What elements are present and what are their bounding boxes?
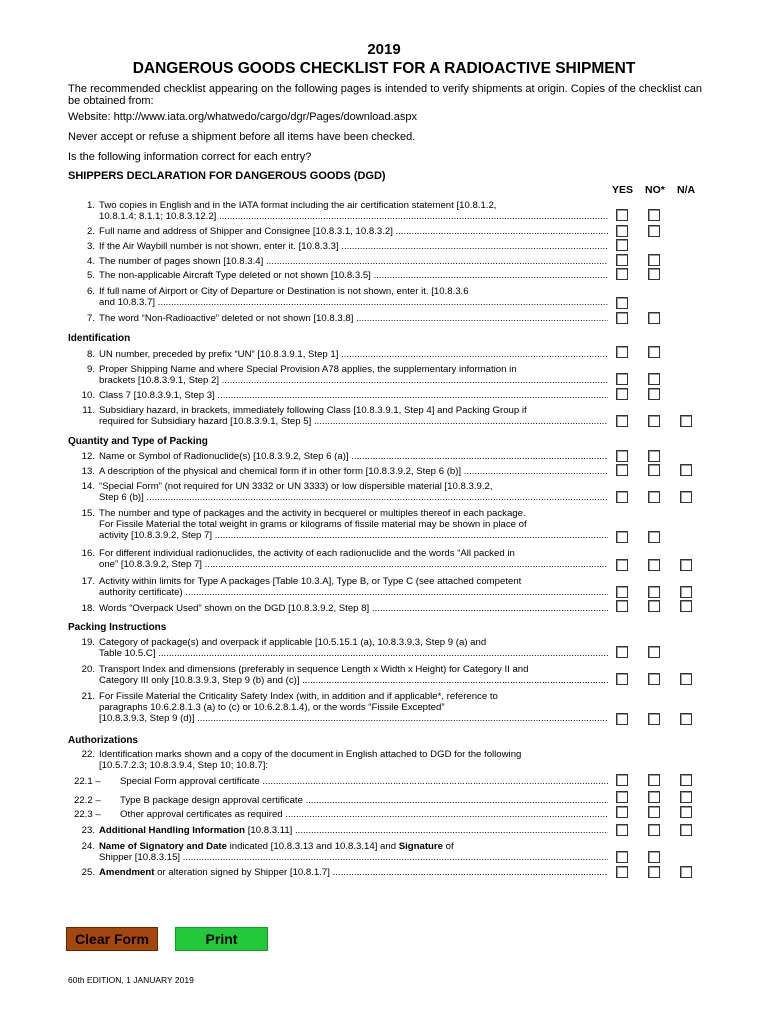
- item-number: 2.: [86, 226, 95, 237]
- item-text: The word “Non-Radioactive” deleted or not shown [10.8.3.8] .....: [99, 313, 608, 324]
- checkbox-no[interactable]: [648, 254, 660, 266]
- item-number: 7.: [86, 313, 95, 324]
- item-text: Special Form approval certificate .....: [120, 776, 608, 787]
- item-text: If full name of Airport or City of Departure or Destination is not shown, enter it. [10.8.3.6: [99, 286, 469, 297]
- item-number: 22.2 –: [74, 795, 101, 806]
- clear-form-button[interactable]: Clear Form: [66, 927, 158, 951]
- checkbox-no[interactable]: [648, 225, 660, 237]
- checkbox-na[interactable]: [680, 713, 692, 725]
- checkbox-na[interactable]: [680, 464, 692, 476]
- checkbox-no[interactable]: [648, 559, 660, 571]
- item-text: Activity within limits for Type A packages [Table 10.3.A], Type B, or Type C (see attached competent: [99, 576, 522, 587]
- item-number: 3.: [86, 241, 95, 252]
- checkbox-yes[interactable]: [616, 388, 628, 400]
- item-text-part: [10.8.3.11]: [245, 825, 293, 836]
- column-na: N/A: [677, 184, 696, 196]
- checkbox-na[interactable]: [680, 866, 692, 878]
- item-text: For Fissile Material the total weight in grams or kilograms of fissile material may be shown in place of: [99, 519, 527, 530]
- item-text: If the Air Waybill number is not shown, enter it. [10.8.3.3] .....: [99, 241, 608, 252]
- column-yes: YES: [612, 184, 634, 196]
- checkbox-na[interactable]: [680, 415, 692, 427]
- checkbox-yes[interactable]: [616, 851, 628, 863]
- checkbox-no[interactable]: [648, 600, 660, 612]
- checkbox-yes[interactable]: [616, 373, 628, 385]
- item-text: Name or Symbol of Radionuclide(s) [10.8.3.9.2, Step 6 (a)] .....: [99, 451, 608, 462]
- item-text: brackets [10.8.3.9.1, Step 2] .....: [99, 375, 608, 386]
- checkbox-yes[interactable]: [616, 806, 628, 818]
- item-text: “Special Form” (not required for UN 3332 or UN 3333) or low dispersible material [10.8.3.9.2,: [99, 481, 493, 492]
- checkbox-na[interactable]: [680, 586, 692, 598]
- item-number: 9.: [86, 364, 95, 375]
- item-text: activity [10.8.3.9.2, Step 7] .....: [99, 530, 608, 541]
- item-number: 1.: [86, 200, 95, 211]
- item-number: 22.: [81, 749, 95, 760]
- checkbox-na[interactable]: [680, 491, 692, 503]
- item-text: Class 7 [10.8.3.9.1, Step 3] .....: [99, 390, 608, 401]
- checkbox-no[interactable]: [648, 312, 660, 324]
- item-bold-text: Additional Handling Information: [99, 825, 246, 836]
- item-text: For Fissile Material the Criticality Safety Index (with, in addition and if applicable*, reference to: [99, 691, 498, 702]
- checkbox-na[interactable]: [680, 774, 692, 786]
- checkbox-yes[interactable]: [616, 791, 628, 803]
- item-text: The number of pages shown [10.8.3.4] .....: [99, 256, 608, 267]
- checkbox-no[interactable]: [648, 209, 660, 221]
- item-text: Identification marks shown and a copy of the document in English attached to DGD for the following: [99, 749, 522, 760]
- item-number: 21.: [81, 691, 95, 702]
- item-number: 19.: [81, 637, 95, 648]
- checkbox-yes[interactable]: [616, 531, 628, 543]
- checkbox-no[interactable]: [648, 791, 660, 803]
- item-text: required for Subsidiary hazard [10.8.3.9.1, Step 5] .....: [99, 416, 608, 427]
- subsection-identification: Identification: [68, 333, 131, 344]
- item-text: and 10.8.3.7] .....: [99, 297, 608, 308]
- checkbox-no[interactable]: [648, 346, 660, 358]
- item-text: [10.8.3.9.3, Step 9 (d)] .....: [99, 713, 608, 724]
- item-text: Type B package design approval certificate .....: [120, 795, 608, 806]
- item-number: 5.: [86, 270, 95, 281]
- item-text: Proper Shipping Name and where Special Provision A78 applies, the supplementary information in: [99, 364, 517, 375]
- checkbox-na[interactable]: [680, 559, 692, 571]
- item-text: Category of package(s) and overpack if applicable [10.5.15.1 (a), 10.8.3.9.3, Step 9 (a) and: [99, 637, 487, 648]
- item-text: Two copies in English and in the IATA format including the air certification statement [10.8.1.2,: [99, 200, 497, 211]
- checkbox-yes[interactable]: [616, 774, 628, 786]
- item-number: 15.: [81, 508, 95, 519]
- checkbox-no[interactable]: [648, 373, 660, 385]
- item-text: Full name and address of Shipper and Consignee [10.8.3.1, 10.8.3.2] .....: [99, 226, 608, 237]
- checkbox-yes[interactable]: [616, 209, 628, 221]
- item-number: 22.1 –: [74, 776, 101, 787]
- checkbox-yes[interactable]: [616, 824, 628, 836]
- item-text: Subsidiary hazard, in brackets, immediately following Class [10.8.3.9.1, Step 4] and Packing Group if: [99, 405, 527, 416]
- checkbox-na[interactable]: [680, 600, 692, 612]
- checkbox-yes[interactable]: [616, 464, 628, 476]
- item-number: 10.: [81, 390, 95, 401]
- item-text: The non-applicable Aircraft Type deleted or not shown [10.8.3.5] .....: [99, 270, 608, 281]
- item-number: 24.: [81, 841, 95, 852]
- checkbox-yes[interactable]: [616, 297, 628, 309]
- item-text: Words “Overpack Used” shown on the DGD [10.8.3.9.2, Step 8] .....: [99, 603, 608, 614]
- section-title: SHIPPERS DECLARATION FOR DANGEROUS GOODS (DGD): [68, 170, 386, 182]
- checkbox-na[interactable]: [680, 824, 692, 836]
- checkbox-yes[interactable]: [616, 254, 628, 266]
- item-text: Category III only [10.8.3.9.3, Step 9 (b) and (c)] .....: [99, 675, 608, 686]
- item-text: Step 6 (b)] .....: [99, 492, 608, 503]
- item-number: 6.: [86, 286, 95, 297]
- item-number: 18.: [81, 603, 95, 614]
- intro-website: Website: http://www.iata.org/whatwedo/cargo/dgr/Pages/download.aspx: [68, 111, 417, 123]
- item-text: [99, 841, 608, 852]
- item-text: authority certificate) .....: [99, 587, 608, 598]
- item-number: 20.: [81, 664, 95, 675]
- item-number: 8.: [86, 349, 95, 360]
- checkbox-no[interactable]: [648, 851, 660, 863]
- checkbox-na[interactable]: [680, 673, 692, 685]
- checkbox-na[interactable]: [680, 806, 692, 818]
- checkbox-no[interactable]: [648, 586, 660, 598]
- checkbox-yes[interactable]: [616, 559, 628, 571]
- item-number: 22.3 –: [74, 809, 101, 820]
- item-number: 16.: [81, 548, 95, 559]
- subsection-quantity: Quantity and Type of Packing: [68, 436, 208, 447]
- item-number: 14.: [81, 481, 95, 492]
- item-text: [10.5.7.2.3; 10.8.3.9.4, Step 10; 10.8.7]:: [99, 760, 269, 771]
- checkbox-yes[interactable]: [616, 239, 628, 251]
- item-text: 10.8.1.4; 8.1.1; 10.8.3.12.2] .....: [99, 211, 608, 222]
- checkbox-na[interactable]: [680, 791, 692, 803]
- checkbox-yes[interactable]: [616, 268, 628, 280]
- item-number: 13.: [81, 466, 95, 477]
- checkbox-yes[interactable]: [616, 312, 628, 324]
- item-text: Other approval certificates as required .....: [120, 809, 608, 820]
- item-number: 11.: [82, 405, 95, 416]
- item-text: UN number, preceded by prefix “UN” [10.8.3.9.1, Step 1] .....: [99, 349, 608, 360]
- document-title: DANGEROUS GOODS CHECKLIST FOR A RADIOACTIVE SHIPMENT: [132, 60, 636, 77]
- checkbox-yes[interactable]: [616, 225, 628, 237]
- item-text: Table 10.5.C] .....: [99, 648, 608, 659]
- checkbox-yes[interactable]: [616, 491, 628, 503]
- checkbox-no[interactable]: [648, 464, 660, 476]
- item-text: [99, 825, 608, 836]
- item-number: 23.: [81, 825, 95, 836]
- item-text: The number and type of packages and the activity in becquerel or multiples thereof in each package.: [99, 508, 526, 519]
- subsection-packing: Packing Instructions: [68, 622, 167, 633]
- checkbox-no[interactable]: [648, 866, 660, 878]
- checkbox-no[interactable]: [648, 673, 660, 685]
- item-number: 17.: [81, 576, 95, 587]
- item-text-part: indicated [10.8.3.13 and 10.8.3.14] and: [226, 841, 399, 852]
- column-no: NO*: [645, 184, 665, 196]
- checkbox-no[interactable]: [648, 806, 660, 818]
- item-bold-text: Name of Signatory and Date: [99, 841, 227, 852]
- checkbox-yes[interactable]: [616, 673, 628, 685]
- checkbox-no[interactable]: [648, 824, 660, 836]
- item-text: For different individual radionuclides, the activity of each radionuclide and the words “All packed in: [99, 548, 515, 559]
- checkbox-yes[interactable]: [616, 646, 628, 658]
- checkbox-yes[interactable]: [616, 415, 628, 427]
- checkbox-no[interactable]: [648, 268, 660, 280]
- edition-footer: 60th EDITION, 1 JANUARY 2019: [68, 975, 194, 985]
- checkbox-no[interactable]: [648, 713, 660, 725]
- item-number: 25.: [81, 867, 95, 878]
- checkbox-no[interactable]: [648, 531, 660, 543]
- item-text: Transport Index and dimensions (preferably in sequence Length x Width x Height) for Category II and: [99, 664, 529, 675]
- item-bold-text: Signature: [398, 841, 443, 852]
- checkbox-no[interactable]: [648, 388, 660, 400]
- intro-paragraph: The recommended checklist appearing on the following pages is intended to verify shipments at origin. Copies of the checklist can be obtained from:: [68, 83, 702, 107]
- checkbox-no[interactable]: [648, 450, 660, 462]
- subsection-authorizations: Authorizations: [68, 735, 138, 746]
- checkbox-yes[interactable]: [616, 866, 628, 878]
- item-text: paragraphs 10.6.2.8.1.3 (a) to (c) or 10.6.2.8.1.4), or the words “Fissile Excepted”: [99, 702, 445, 713]
- item-number: 12.: [81, 451, 95, 462]
- intro-question: Is the following information correct for each entry?: [68, 151, 312, 163]
- item-text: [99, 867, 608, 878]
- document-year: 2019: [367, 41, 401, 58]
- print-button[interactable]: Print: [175, 927, 268, 951]
- item-number: 4.: [86, 256, 95, 267]
- item-text: Shipper [10.8.3.15] .....: [99, 852, 608, 863]
- intro-warning: Never accept or refuse a shipment before all items have been checked.: [68, 131, 416, 143]
- checkbox-no[interactable]: [648, 774, 660, 786]
- item-text-part: or alteration signed by Shipper [10.8.1.7]: [154, 867, 330, 878]
- checkbox-no[interactable]: [648, 646, 660, 658]
- checkbox-yes[interactable]: [616, 586, 628, 598]
- checkbox-no[interactable]: [648, 491, 660, 503]
- checkbox-yes[interactable]: [616, 600, 628, 612]
- item-text: A description of the physical and chemical form if in other form [10.8.3.9.2, Step 6 (b)] .....: [99, 466, 608, 477]
- item-text: one” [10.8.3.9.2, Step 7] .....: [99, 559, 608, 570]
- checkbox-no[interactable]: [648, 415, 660, 427]
- checkbox-yes[interactable]: [616, 450, 628, 462]
- item-bold-text: Amendment: [99, 867, 155, 878]
- checkbox-yes[interactable]: [616, 713, 628, 725]
- item-text-part: of: [442, 841, 454, 852]
- checkbox-yes[interactable]: [616, 346, 628, 358]
